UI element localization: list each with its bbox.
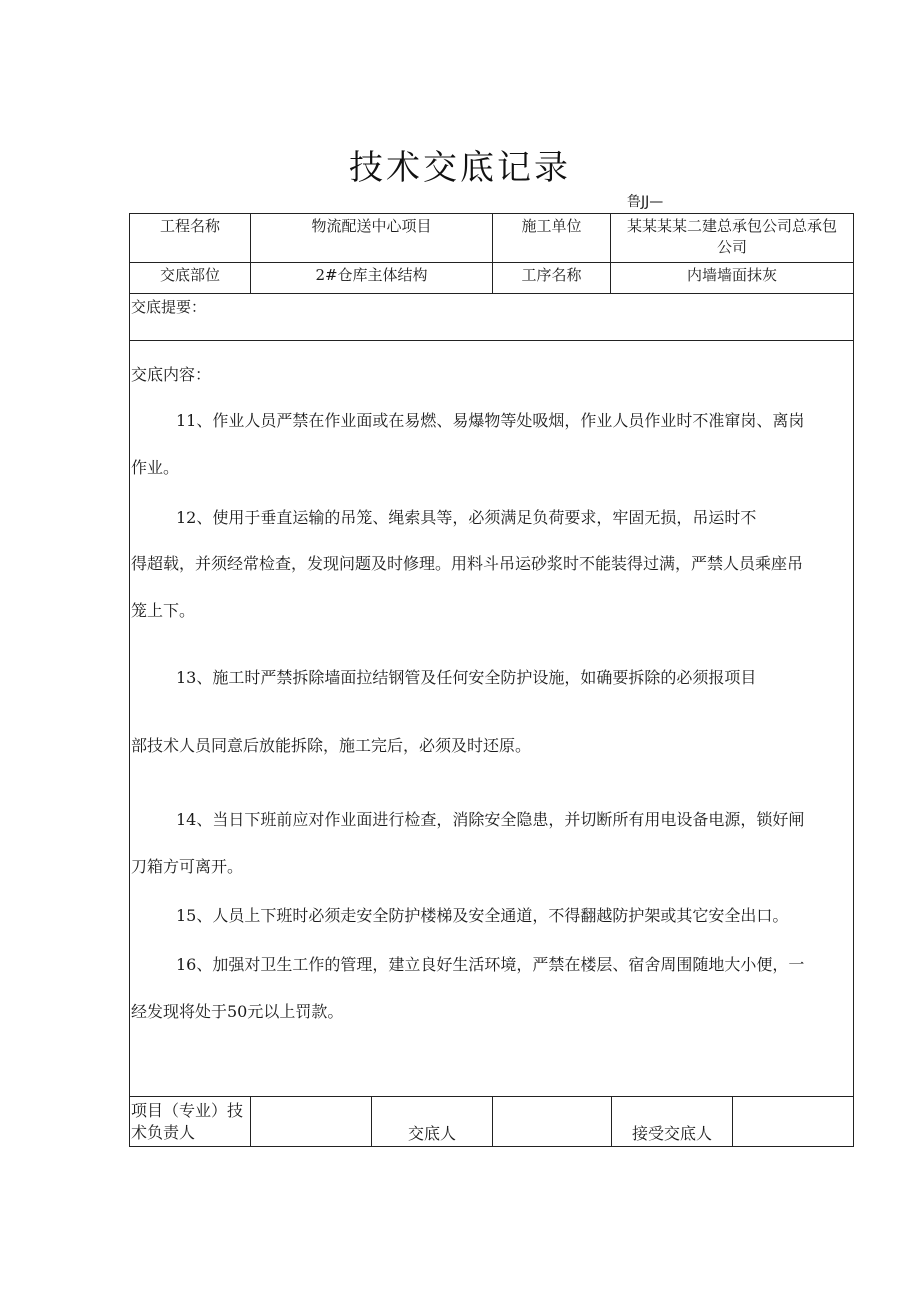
content-label: 交底内容： — [131, 365, 212, 384]
row-divider — [129, 340, 854, 341]
table-border-right — [853, 213, 854, 1147]
tech-lead-label — [131, 1100, 250, 1144]
discloser-label: 交底人 — [407, 1124, 456, 1143]
content-line: 作业。 — [131, 458, 180, 477]
tech-lead-signature-field[interactable] — [251, 1097, 371, 1146]
content-line: 16、加强对卫生工作的管理，建立良好生活环境，严禁在楼层、宿舍周围随地大小便，一 — [176, 955, 805, 974]
document-number: 鲁JJ— — [627, 194, 664, 210]
content-line: 13、施工时严禁拆除墙面拉结钢管及任何安全防护设施，如确要拆除的必须报项目 — [176, 668, 757, 687]
process-label: 工序名称 — [521, 266, 582, 284]
content-line: 15、人员上下班时必须走安全防护楼梯及安全通道，不得翻越防护架或其它安全出口。 — [176, 906, 789, 925]
summary-label: 交底提要： — [131, 298, 207, 316]
location-label: 交底部位 — [159, 266, 220, 284]
content-line: 刀箱方可离开。 — [131, 857, 244, 876]
content-line: 14、当日下班前应对作业面进行检查，消除安全隐患，并切断所有用电设备电源，锁好闸 — [176, 810, 805, 829]
contractor-label: 施工单位 — [521, 217, 582, 235]
content-line: 笼上下。 — [131, 601, 196, 620]
process-value: 内墙墙面抹灰 — [686, 266, 777, 284]
tech-lead-label-line1: 项目（专业）技 — [131, 1101, 244, 1120]
receiver-signature-field[interactable] — [733, 1097, 853, 1146]
content-line: 部技术人员同意后放能拆除，施工完后，必须及时还原。 — [131, 736, 532, 755]
discloser-signature-field[interactable] — [493, 1097, 611, 1146]
receiver-label: 接受交底人 — [631, 1124, 712, 1143]
table-border-left — [129, 213, 130, 1147]
location-value: 2#仓库主体结构 — [315, 266, 428, 284]
contractor-value-line2: 公司 — [716, 238, 747, 256]
project-name-value: 物流配送中心项目 — [311, 217, 432, 235]
content-line: 12、使用于垂直运输的吊笼、绳索具等，必须满足负荷要求，牢固无损，吊运时不 — [176, 508, 757, 527]
page-title: 技术交底记录 — [349, 148, 571, 188]
content-line: 得超载，并须经常检查，发现问题及时修理。用料斗吊运砂浆时不能装得过满，严禁人员乘座吊 — [131, 554, 804, 573]
project-name-label: 工程名称 — [159, 217, 220, 235]
tech-lead-label-line2: 术负责人 — [131, 1123, 196, 1142]
contractor-value — [611, 216, 853, 257]
content-line: 经发现将处于50元以上罚款。 — [131, 1002, 344, 1021]
content-line: 11、作业人员严禁在作业面或在易燃、易爆物等处吸烟，作业人员作业时不准窜岗、离岗 — [176, 411, 805, 430]
contractor-value-line1: 某某某某二建总承包公司总承包 — [626, 217, 837, 235]
